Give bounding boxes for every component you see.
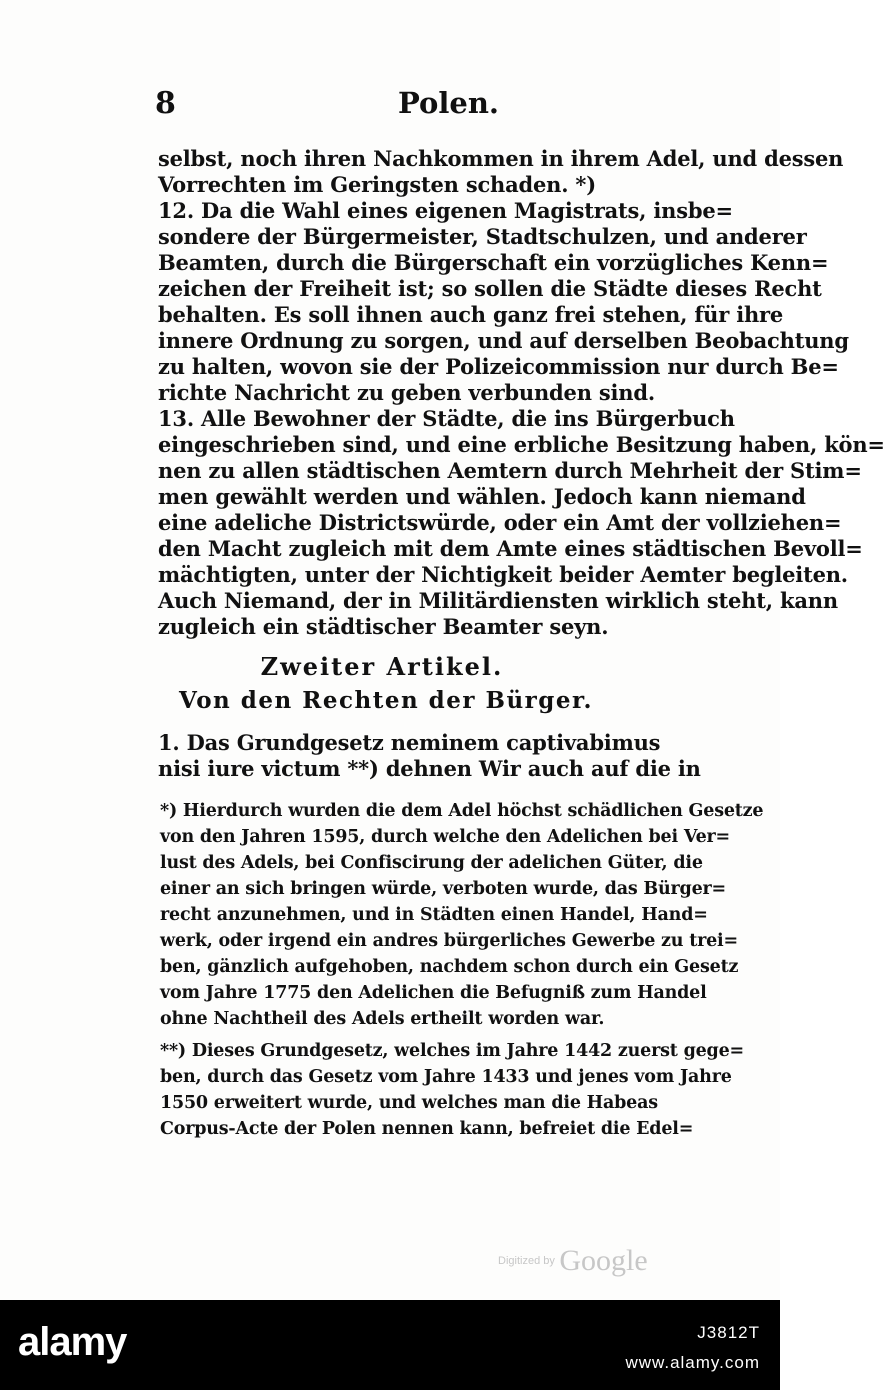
watermark-prefix: Digitized by: [498, 1255, 555, 1267]
body-line: nen zu allen städtischen Aemtern durch Mehrheit der Stim=: [158, 458, 862, 483]
body-line: zugleich ein städtischer Beamter seyn.: [158, 614, 609, 639]
body-line: eine adeliche Districtswürde, oder ein Amt der vollziehen=: [158, 510, 842, 535]
body-line: 13. Alle Bewohner der Städte, die ins Bürgerbuch: [158, 406, 735, 431]
paragraph-line: nisi iure victum **) dehnen Wir auch auf die in: [158, 756, 701, 781]
footnote-line: ben, durch das Gesetz vom Jahre 1433 und jenes vom Jahre: [160, 1067, 732, 1087]
body-line: zeichen der Freiheit ist; so sollen die Städte dieses Recht: [158, 276, 822, 301]
body-line: sondere der Bürgermeister, Stadtschulzen, und anderer: [158, 224, 807, 249]
body-line: behalten. Es soll ihnen auch ganz frei stehen, für ihre: [158, 302, 784, 327]
footnote-line: einer an sich bringen würde, verboten wurde, das Bürger=: [160, 879, 726, 899]
body-line: den Macht zugleich mit dem Amte eines städtischen Bevoll=: [158, 536, 863, 561]
body-line: innere Ordnung zu sorgen, und auf derselben Beobachtung: [158, 328, 849, 353]
footnote-line: ohne Nachtheil des Adels ertheilt worden war.: [160, 1009, 605, 1029]
alamy-logo: alamy: [18, 1320, 127, 1364]
image-id: J3812T: [697, 1323, 760, 1342]
google-logo: Google: [559, 1244, 648, 1277]
body-line: eingeschrieben sind, und eine erbliche Besitzung haben, kön=: [158, 432, 885, 457]
site-url: www.alamy.com: [625, 1353, 760, 1372]
page-number: 8: [155, 86, 176, 121]
body-line: men gewählt werden und wählen. Jedoch kann niemand: [158, 484, 806, 509]
body-line: richte Nachricht zu geben verbunden sind.: [158, 380, 655, 405]
footnote-line: vom Jahre 1775 den Adelichen die Befugniß zum Handel: [160, 983, 707, 1003]
body-line: selbst, noch ihren Nachkommen in ihrem Adel, und dessen: [158, 146, 844, 171]
body-line: 12. Da die Wahl eines eigenen Magistrats, insbe=: [158, 198, 733, 223]
footnote-line: von den Jahren 1595, durch welche den Adelichen bei Ver=: [160, 827, 731, 847]
body-line: Auch Niemand, der in Militärdiensten wirklich steht, kann: [158, 588, 838, 613]
body-line: zu halten, wovon sie der Polizeicommission nur durch Be=: [158, 354, 839, 379]
body-line: mächtigten, unter der Nichtigkeit beider Aemter begleiten.: [158, 562, 848, 587]
footnote-line: **) Dieses Grundgesetz, welches im Jahre 1442 zuerst gege=: [160, 1041, 744, 1061]
section-subheading: Von den Rechten der Bürger.: [178, 687, 594, 714]
footnote-line: 1550 erweitert wurde, und welches man die Habeas: [160, 1093, 658, 1113]
footnote-line: *) Hierdurch wurden die dem Adel höchst schädlichen Gesetze: [160, 801, 764, 821]
footnote-line: Corpus-Acte der Polen nennen kann, befreiet die Edel=: [160, 1119, 694, 1139]
google-watermark: [498, 1244, 648, 1278]
paragraph-line: 1. Das Grundgesetz neminem captivabimus: [158, 730, 661, 755]
footnote-line: ben, gänzlich aufgehoben, nachdem schon durch ein Gesetz: [160, 957, 739, 977]
running-title: Polen.: [398, 86, 500, 120]
body-line: Beamten, durch die Bürgerschaft ein vorzügliches Kenn=: [158, 250, 829, 275]
footnote-line: werk, oder irgend ein andres bürgerliches Gewerbe zu trei=: [160, 931, 738, 951]
section-heading: Zweiter Artikel.: [260, 652, 504, 681]
footnote-line: lust des Adels, bei Confiscirung der adelichen Güter, die: [160, 853, 703, 873]
body-line: Vorrechten im Geringsten schaden. *): [158, 172, 596, 197]
footnote-line: recht anzunehmen, und in Städten einen Handel, Hand=: [160, 905, 708, 925]
